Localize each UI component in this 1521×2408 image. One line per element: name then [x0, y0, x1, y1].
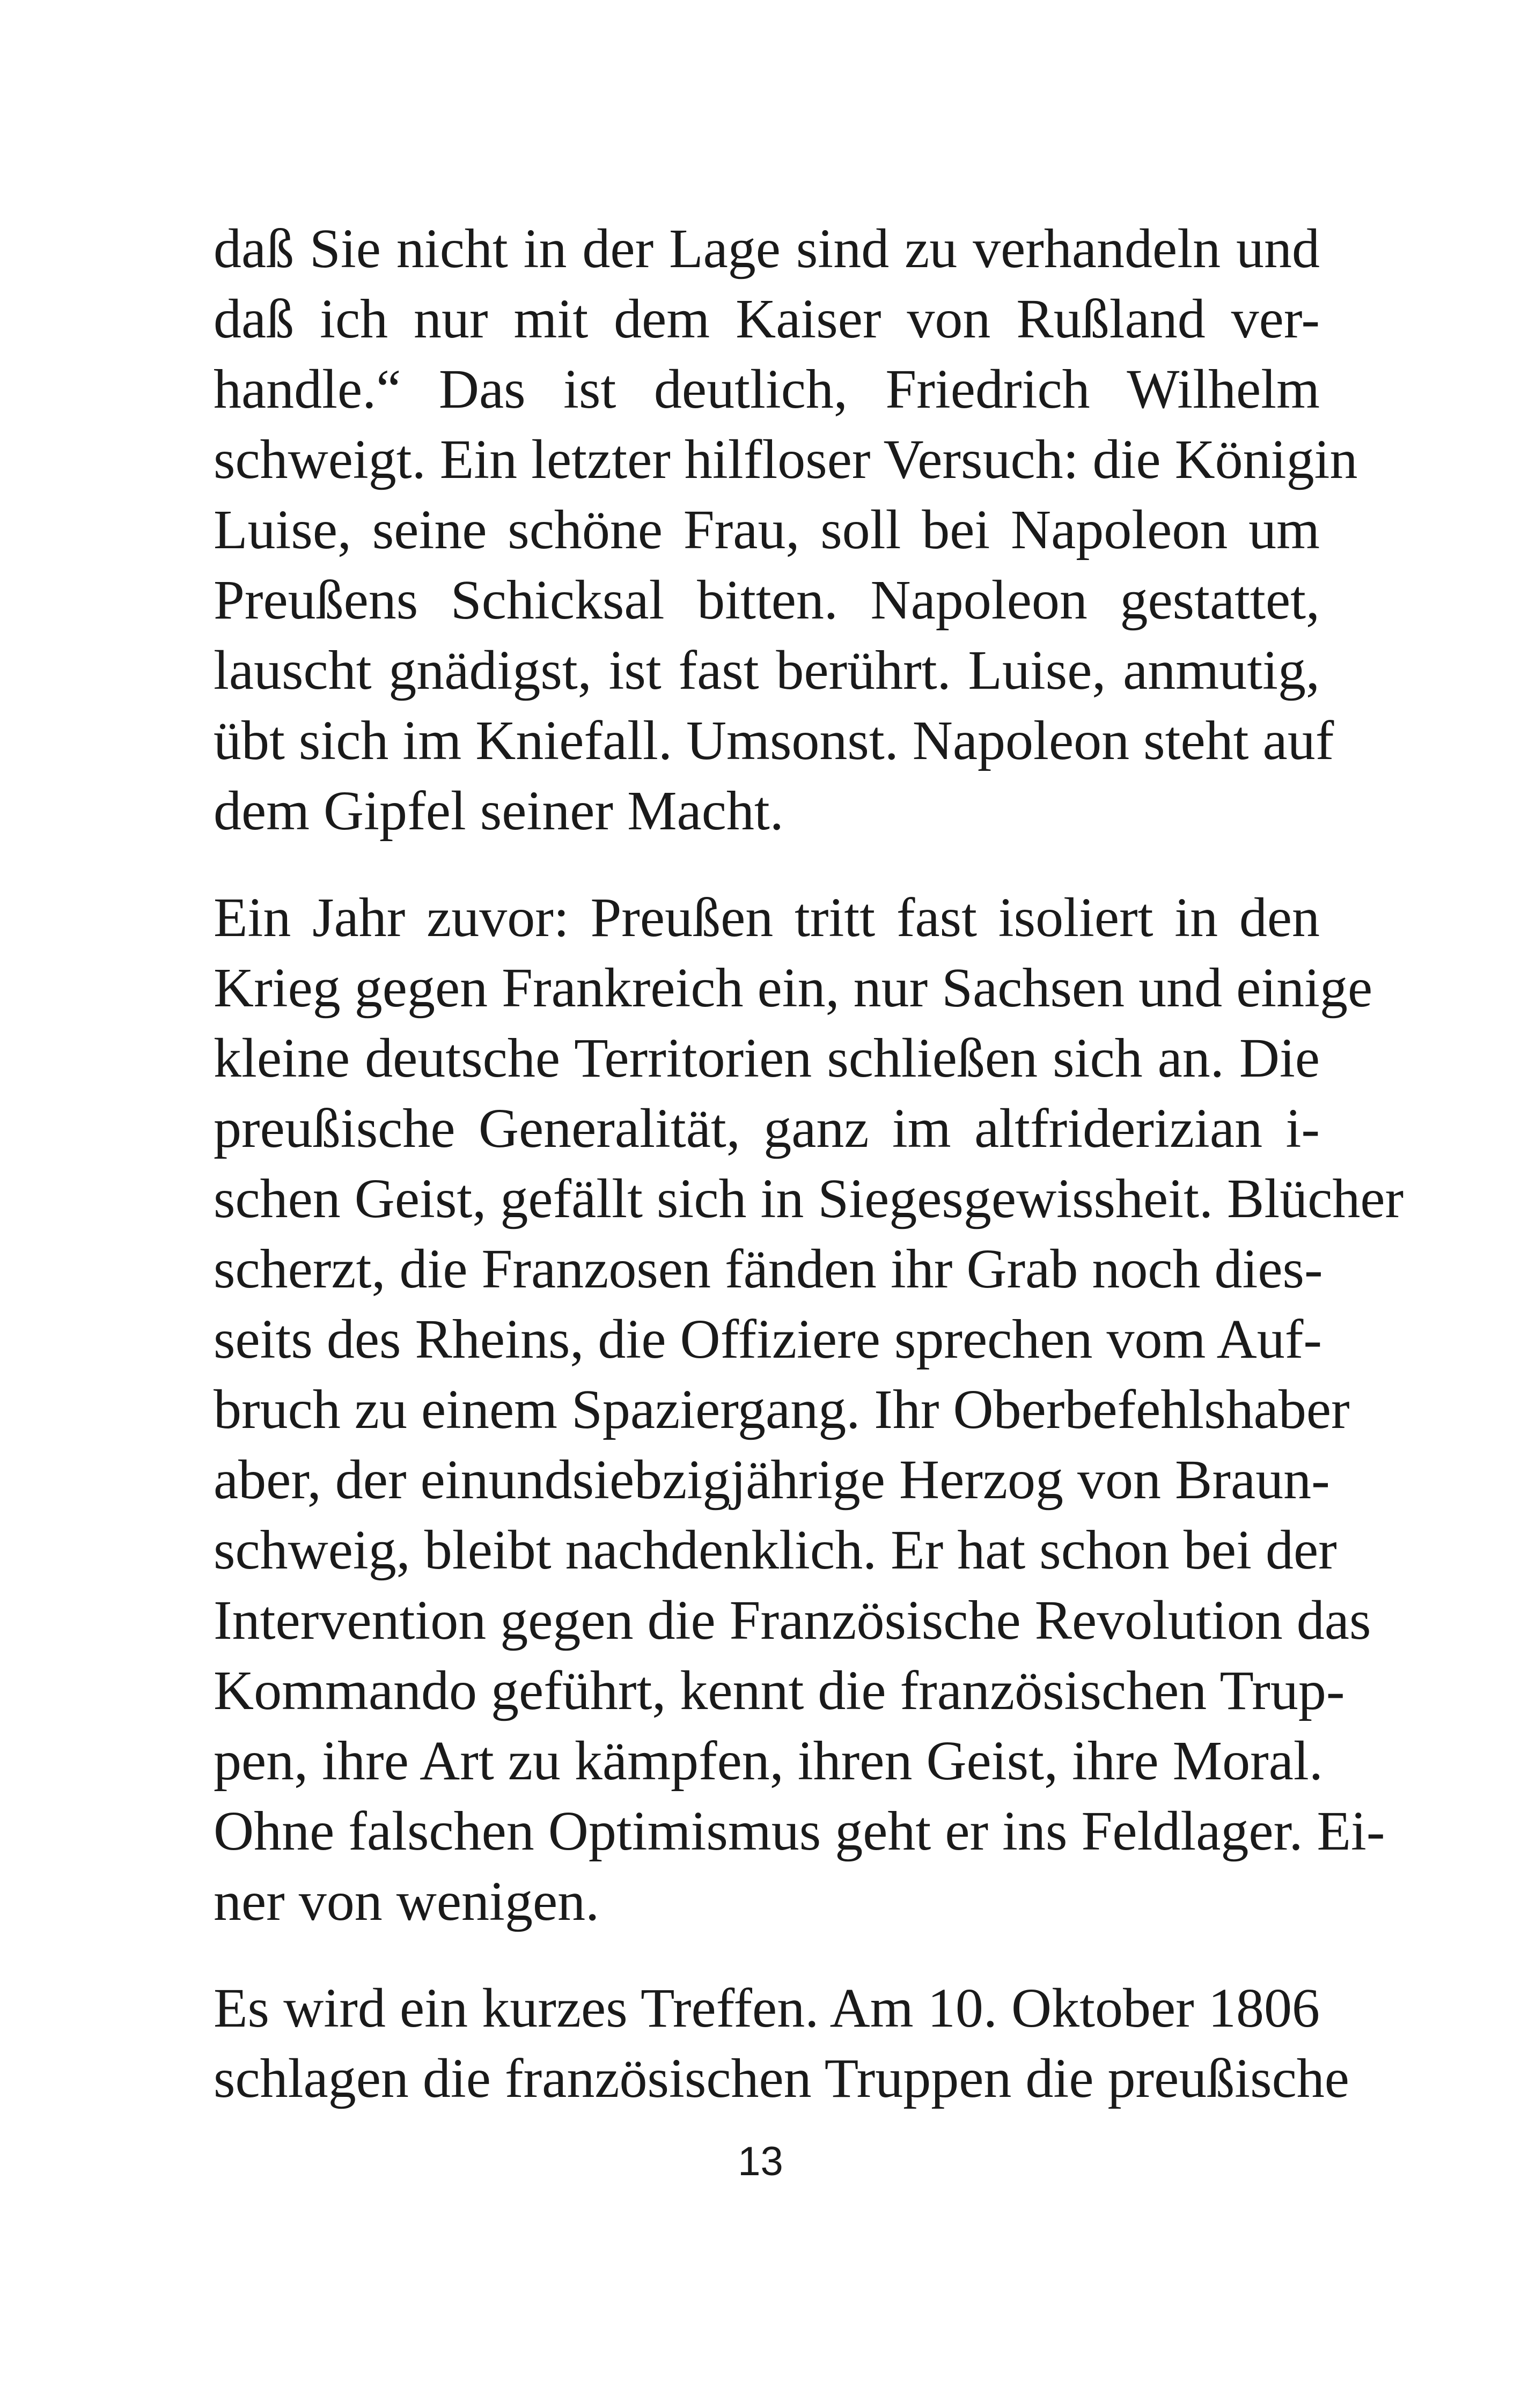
text-line: daß ich nur mit dem Kaiser von Rußland ver- — [214, 288, 1320, 350]
text-line: schlagen die französischen Truppen die preußische — [214, 2048, 1349, 2109]
text-line: pen, ihre Art zu kämpfen, ihren Geist, ihre Moral. — [214, 1730, 1323, 1792]
text-line: Es wird ein kurzes Treffen. Am 10. Oktober 1806 — [214, 1977, 1320, 2039]
text-line: Ein Jahr zuvor: Preußen tritt fast isoliert in den — [214, 887, 1320, 948]
text-line: aber, der einundsiebzigjährige Herzog von Braun- — [214, 1449, 1330, 1511]
text-line: Ohne falschen Optimismus geht er ins Feldlager. Ei- — [214, 1800, 1385, 1862]
text-line: Luise, seine schöne Frau, soll bei Napoleon um — [214, 499, 1320, 561]
text-line: Preußens Schicksal bitten. Napoleon gestattet, — [214, 569, 1320, 631]
paragraph-spacing — [214, 1936, 1320, 1973]
text-line: ner von wenigen. — [214, 1871, 600, 1932]
text-line: Kommando geführt, kennt die französischen Trup- — [214, 1660, 1345, 1721]
text-line: dem Gipfel seiner Macht. — [214, 780, 784, 842]
text-line: schweigt. Ein letzter hilfloser Versuch: die Königin — [214, 429, 1358, 490]
text-line: kleine deutsche Territorien schließen sich an. Die — [214, 1027, 1320, 1089]
page-number: 13 — [738, 2139, 783, 2184]
text-line: Intervention gegen die Französische Revolution das — [214, 1589, 1371, 1651]
text-line: schen Geist, gefällt sich in Siegesgewissheit. Blücher — [214, 1168, 1404, 1229]
text-line: handle.“ Das ist deutlich, Friedrich Wilhelm — [214, 358, 1320, 420]
paragraph-3 — [214, 1973, 1349, 2114]
paragraph-1 — [214, 213, 1358, 846]
paragraph-spacing — [214, 846, 1320, 882]
text-line: lauscht gnädigst, ist fast berührt. Luise, anmutig, — [214, 639, 1320, 701]
text-line: übt sich im Kniefall. Umsonst. Napoleon steht auf — [214, 710, 1334, 771]
text-line: daß Sie nicht in der Lage sind zu verhandeln und — [214, 218, 1320, 279]
text-line: preußische Generalität, ganz im altfriderizian i- — [214, 1098, 1320, 1159]
paragraph-2 — [214, 882, 1404, 1936]
text-line: scherzt, die Franzosen fänden ihr Grab noch dies- — [214, 1238, 1323, 1300]
text-line: Krieg gegen Frankreich ein, nur Sachsen und einige — [214, 957, 1373, 1019]
text-line: bruch zu einem Spaziergang. Ihr Oberbefehlshaber — [214, 1379, 1350, 1440]
text-line: schweig, bleibt nachdenklich. Er hat schon bei der — [214, 1519, 1337, 1581]
text-line: seits des Rheins, die Offiziere sprechen vom Auf- — [214, 1308, 1322, 1370]
body-text — [214, 213, 1404, 2114]
